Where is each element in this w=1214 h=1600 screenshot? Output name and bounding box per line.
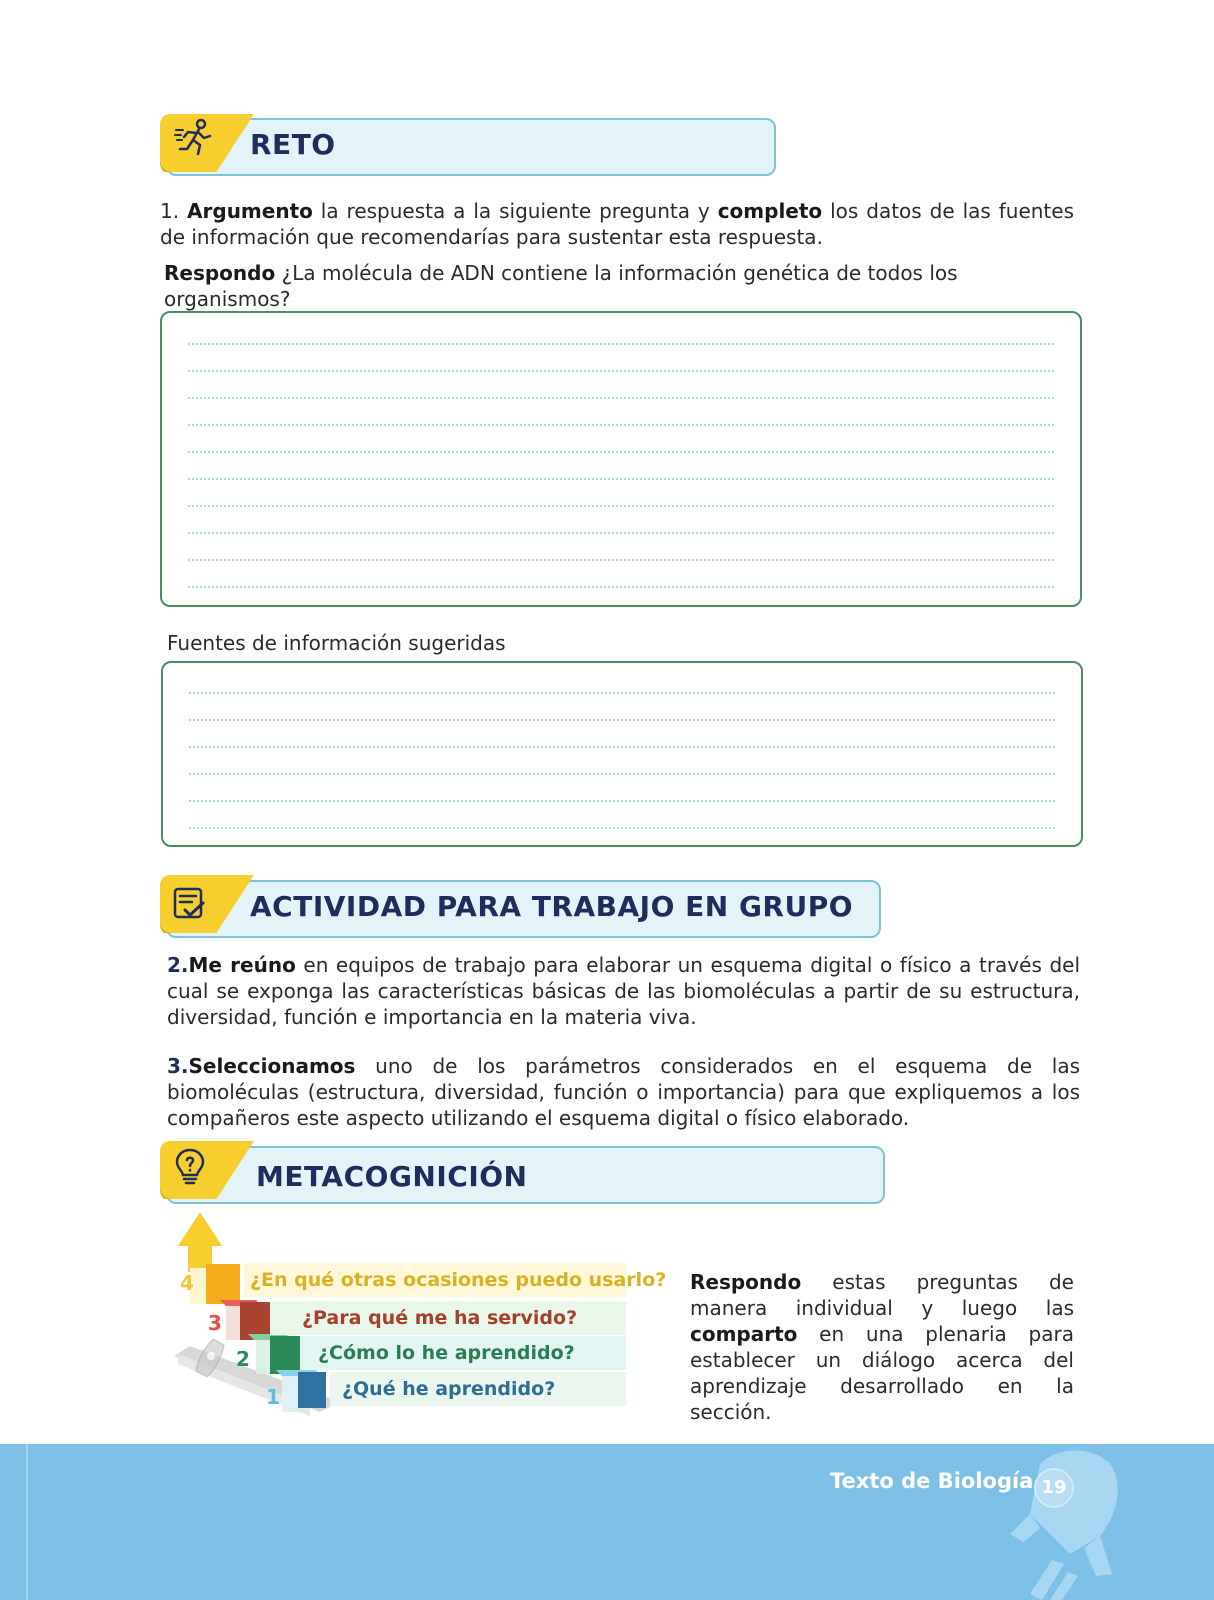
- svg-text:2: 2: [236, 1347, 250, 1371]
- stair-question-4-text: ¿En qué otras ocasiones puedo usarlo?: [250, 1269, 667, 1291]
- arrow-up-icon: [178, 1212, 222, 1272]
- stair-question-4: [244, 1263, 667, 1297]
- item-2-bold: Me reúno: [188, 953, 296, 977]
- answer-box[interactable]: [160, 311, 1082, 607]
- answer-line: [188, 343, 1054, 345]
- checklist-icon: [170, 883, 210, 923]
- svg-text:1: 1: [266, 1385, 280, 1409]
- answer-line: [188, 478, 1054, 480]
- stair-question-2: [300, 1336, 626, 1370]
- sources-line: [189, 800, 1055, 802]
- svg-text:4: 4: [180, 1271, 194, 1295]
- meta-title: METACOGNICIÓN: [256, 1160, 528, 1193]
- grupo-item-3: [167, 1053, 1080, 1131]
- answer-line: [188, 532, 1054, 534]
- instruction-text-2: los datos de las fuentes de información que recomendarías para sustentar esta respuesta.: [160, 199, 1074, 249]
- grupo-title: ACTIVIDAD PARA TRABAJO EN GRUPO: [250, 890, 854, 923]
- answer-line: [188, 505, 1054, 507]
- rocket-icon: [1000, 1444, 1150, 1600]
- respond-text-2: en una plenaria para establecer un diálogo acerca del aprendizaje desarrollado en la sección.: [690, 1322, 1074, 1424]
- answer-line: [188, 397, 1054, 399]
- footer-margin-line: [26, 1444, 28, 1600]
- sources-line: [189, 692, 1055, 694]
- page-footer: [0, 1444, 1214, 1600]
- instruction-number: 1.: [160, 199, 180, 223]
- reto-title: RETO: [250, 128, 336, 161]
- sources-label: Fuentes de información sugeridas: [167, 631, 506, 655]
- respond-bold-2: comparto: [690, 1322, 798, 1346]
- stair-question-1: [330, 1372, 626, 1406]
- grupo-item-2: [167, 952, 1080, 1030]
- svg-text:3: 3: [208, 1311, 222, 1335]
- question-text: ¿La molécula de ADN contiene la información genética de todos los organismos?: [164, 261, 958, 311]
- sources-line: [189, 773, 1055, 775]
- lightbulb-icon: [170, 1146, 210, 1186]
- sources-box[interactable]: [161, 661, 1083, 847]
- item-3-bold: Seleccionamos: [188, 1054, 356, 1078]
- sources-line: [189, 746, 1055, 748]
- question-bold: Respondo: [164, 261, 276, 285]
- reto-instruction: [160, 198, 1074, 250]
- item-3-number: 3.: [167, 1054, 189, 1078]
- book-title: Texto de Biología: [830, 1469, 1034, 1493]
- item-3-text: uno de los parámetros considerados en el esquema de las biomoléculas (estructura, diversidad, función o importancia) para que expliquemos a los compañeros este aspecto utilizando el esquema digital o físico elaborado.: [167, 1054, 1080, 1130]
- answer-line: [188, 586, 1054, 588]
- instruction-bold-1: Argumento: [187, 199, 313, 223]
- instruction-bold-2: completo: [717, 199, 823, 223]
- answer-line: [188, 370, 1054, 372]
- instruction-text-1: la respuesta a la siguiente pregunta y: [312, 199, 718, 223]
- stair-question-3-text: ¿Para qué me ha servido?: [302, 1307, 578, 1329]
- runner-icon: [174, 118, 214, 158]
- respond-bold-1: Respondo: [690, 1270, 802, 1294]
- meta-respond-text: [690, 1269, 1074, 1425]
- page-number-badge: [1034, 1468, 1074, 1508]
- stair-question-1-text: ¿Qué he aprendido?: [342, 1378, 556, 1400]
- answer-line: [188, 451, 1054, 453]
- stair-question-2-text: ¿Cómo lo he aprendido?: [318, 1342, 575, 1364]
- item-2-number: 2.: [167, 953, 189, 977]
- sources-line: [189, 827, 1055, 829]
- stair-question-3: [270, 1301, 626, 1335]
- answer-line: [188, 559, 1054, 561]
- page-number: 19: [1041, 1477, 1067, 1498]
- respond-text-1: estas preguntas de manera individual y luego las: [690, 1270, 1074, 1320]
- reto-question: [164, 260, 1074, 312]
- item-2-text: en equipos de trabajo para elaborar un esquema digital o físico a través del cual se exponga las características básicas de las biomoléculas a partir de su estructura, diversidad, función e importancia en la materia viva.: [167, 953, 1080, 1029]
- answer-line: [188, 424, 1054, 426]
- sources-line: [189, 719, 1055, 721]
